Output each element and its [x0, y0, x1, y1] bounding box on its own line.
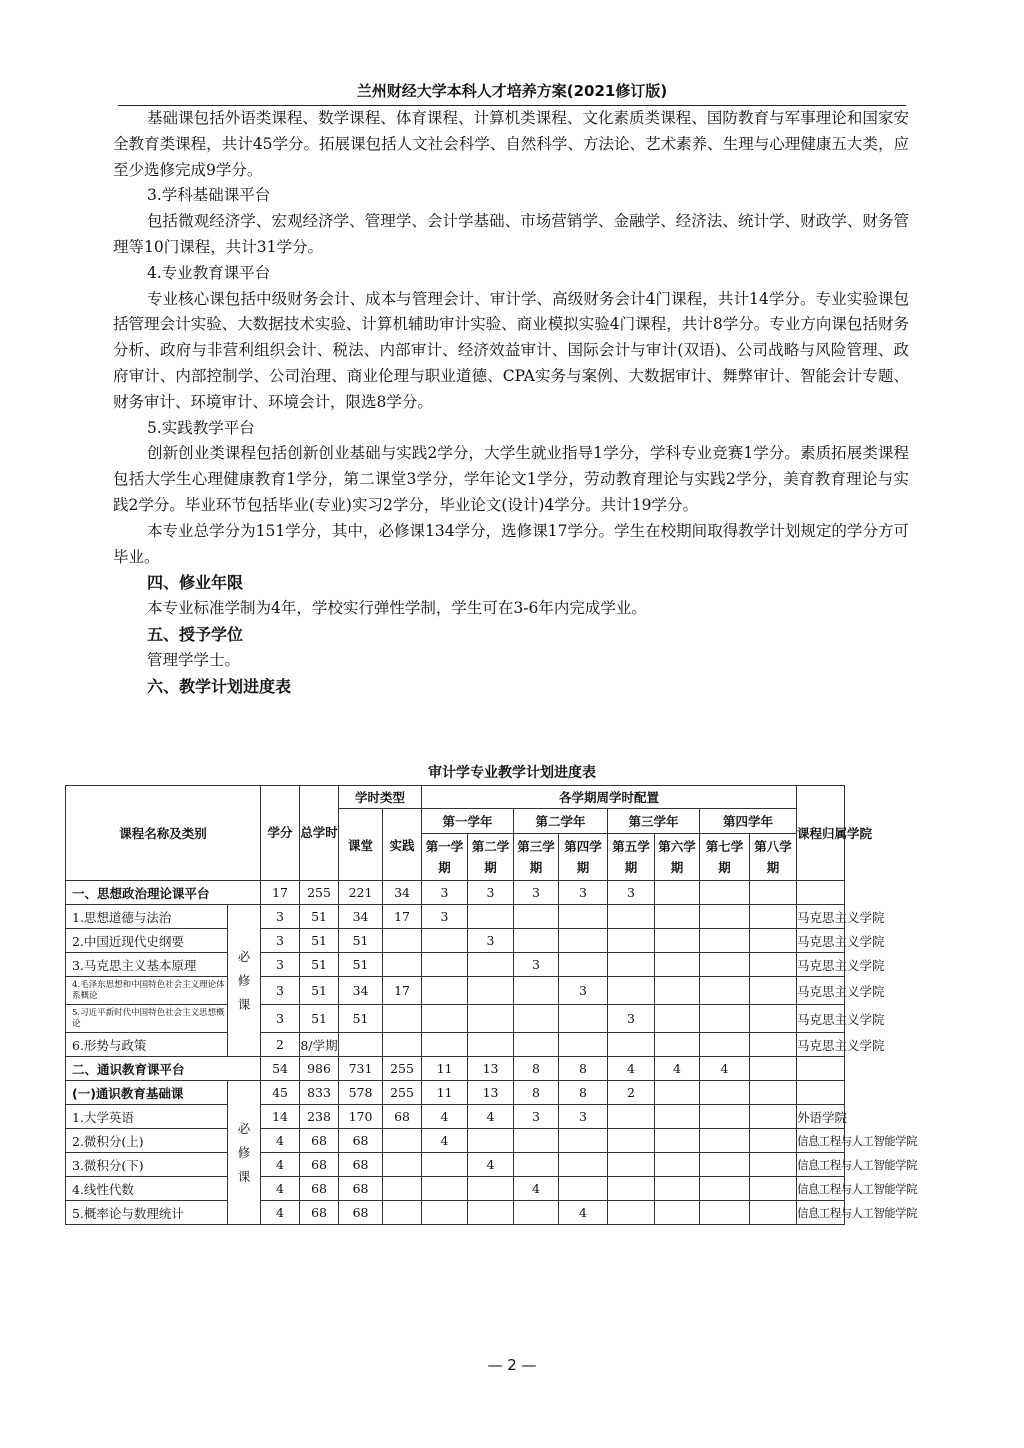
paragraph-study-duration: 本专业标准学制为4年，学校实行弹性学制，学生可在3-6年内完成学业。 — [147, 599, 647, 618]
college-cell: 马克思主义学院 — [797, 1033, 845, 1057]
sem-cell: 4 — [608, 1057, 655, 1081]
credit-cell: 3 — [261, 905, 300, 929]
sem-cell — [700, 1201, 750, 1225]
hours-cell: 68 — [300, 1177, 339, 1201]
sem-cell — [655, 953, 700, 977]
sem-cell — [700, 953, 750, 977]
sem-cell — [700, 977, 750, 1005]
sem-cell — [700, 1105, 750, 1129]
sem-cell — [700, 1005, 750, 1033]
credit-cell: 14 — [261, 1105, 300, 1129]
header-hours: 总学时 — [300, 786, 339, 881]
table-row — [66, 953, 961, 977]
sem-cell — [750, 1005, 797, 1033]
header-classroom: 课堂 — [339, 809, 383, 881]
course-name: 4.线性代数 — [66, 1177, 228, 1201]
sem-cell — [468, 977, 514, 1005]
sem-cell: 13 — [468, 1081, 514, 1105]
hours-cell: 68 — [300, 1201, 339, 1225]
credit-cell: 4 — [261, 1153, 300, 1177]
header-sem-5: 第五学期 — [608, 834, 655, 881]
sem-cell — [468, 1129, 514, 1153]
sem-cell — [655, 1201, 700, 1225]
sem-cell — [700, 1129, 750, 1153]
sem-cell — [750, 1129, 797, 1153]
sem-cell: 8 — [514, 1081, 559, 1105]
sem-cell — [559, 1033, 608, 1057]
sem-cell: 3 — [608, 881, 655, 905]
classroom-cell: 731 — [339, 1057, 383, 1081]
paragraph-total-credits: 本专业总学分为151学分，其中，必修课134学分，选修课17学分。学生在校期间取得教学计划规定的学分方可毕业。 — [113, 521, 909, 566]
college-cell — [797, 1057, 845, 1081]
sem-cell: 4 — [422, 1129, 468, 1153]
sem-cell — [468, 905, 514, 929]
sem-cell — [559, 1177, 608, 1201]
practice-cell: 255 — [383, 1081, 422, 1105]
header-credit: 学分 — [261, 786, 300, 881]
sem-cell — [422, 1033, 468, 1057]
college-cell — [797, 1081, 845, 1105]
hours-cell: 68 — [300, 1153, 339, 1177]
classroom-cell: 170 — [339, 1105, 383, 1129]
sem-cell — [514, 977, 559, 1005]
table-row — [66, 977, 961, 1005]
sem-cell — [750, 953, 797, 977]
classroom-cell: 68 — [339, 1129, 383, 1153]
sem-cell — [700, 881, 750, 905]
college-cell: 马克思主义学院 — [797, 929, 845, 953]
sem-cell — [655, 1153, 700, 1177]
header-year-2: 第二学年 — [514, 809, 608, 834]
table-row — [66, 1081, 961, 1105]
college-cell: 马克思主义学院 — [797, 905, 845, 929]
practice-cell: 255 — [383, 1057, 422, 1081]
sem-cell — [655, 1081, 700, 1105]
credit-cell: 54 — [261, 1057, 300, 1081]
classroom-cell: 51 — [339, 929, 383, 953]
header-sem-1: 第一学期 — [422, 834, 468, 881]
sem-cell — [468, 1201, 514, 1225]
sem-cell — [422, 977, 468, 1005]
sem-cell: 11 — [422, 1081, 468, 1105]
credit-cell: 4 — [261, 1129, 300, 1153]
sem-cell — [750, 1153, 797, 1177]
sem-cell: 8 — [559, 1081, 608, 1105]
table-row — [66, 1033, 961, 1057]
paragraph-general-courses: 基础课包括外语类课程、数学课程、体育课程、计算机类课程、文化素质类课程、国防教育与军事理论和国家安全教育类课程，共计45学分。拓展课包括人文社会科学、自然科学、方法论、艺术素养、生理与心理健康五大类，应至少选修完成9学分。 — [113, 109, 909, 179]
sem-cell — [655, 1129, 700, 1153]
sem-cell — [468, 1177, 514, 1201]
sem-cell: 3 — [559, 881, 608, 905]
sem-cell: 3 — [514, 953, 559, 977]
sem-cell: 4 — [559, 1201, 608, 1225]
credit-cell: 3 — [261, 953, 300, 977]
document-header: 兰州财经大学本科人才培养方案(2021修订版) — [356, 82, 668, 100]
hours-cell: 51 — [300, 953, 339, 977]
header-sem-3: 第三学期 — [514, 834, 559, 881]
course-name: 2.中国近现代史纲要 — [66, 929, 228, 953]
paragraph-practice-teaching: 创新创业类课程包括创新创业基础与实践2学分，大学生就业指导1学分，学科专业竞赛1学分。素质拓展类课程包括大学生心理健康教育1学分，第二课堂3学分，学年论文1学分，劳动教育理论与实践2学分，美育教育理论与实践2学分。毕业环节包括毕业(专业)实习2学分，毕业论文(设计)4学分。共计19学分。 — [113, 444, 909, 514]
course-name: 1.思想道德与法治 — [66, 905, 228, 929]
sem-cell — [750, 905, 797, 929]
sem-cell — [559, 905, 608, 929]
classroom-cell: 34 — [339, 977, 383, 1005]
hours-cell: 51 — [300, 977, 339, 1005]
sem-cell — [608, 1033, 655, 1057]
table-row — [66, 1005, 961, 1033]
sem-cell — [608, 1129, 655, 1153]
header-practice: 实践 — [383, 809, 422, 881]
category-name: 一、思想政治理论课平台 — [66, 881, 261, 905]
college-cell: 马克思主义学院 — [797, 1005, 845, 1033]
hours-cell: 238 — [300, 1105, 339, 1129]
sem-cell — [608, 977, 655, 1005]
paragraph-discipline-foundation: 包括微观经济学、宏观经济学、管理学、会计学基础、市场营销学、金融学、经济法、统计学、财政学、财务管理等10门课程，共计31学分。 — [113, 212, 909, 256]
header-weekly: 各学期周学时配置 — [422, 786, 797, 809]
course-name: 3.微积分(下) — [66, 1153, 228, 1177]
sem-cell: 4 — [468, 1105, 514, 1129]
classroom-cell: 578 — [339, 1081, 383, 1105]
credit-cell: 3 — [261, 1005, 300, 1033]
table-row — [66, 1129, 961, 1153]
practice-cell — [383, 1129, 422, 1153]
sem-cell — [514, 929, 559, 953]
header-hour-type: 学时类型 — [339, 786, 422, 809]
classroom-cell: 68 — [339, 1201, 383, 1225]
hours-cell: 833 — [300, 1081, 339, 1105]
sem-cell — [655, 977, 700, 1005]
college-cell: 信息工程与人工智能学院 — [797, 1153, 845, 1177]
sem-cell — [750, 1201, 797, 1225]
sem-cell — [559, 1153, 608, 1177]
sem-cell — [700, 1153, 750, 1177]
table-row — [66, 1105, 961, 1129]
hours-cell: 255 — [300, 881, 339, 905]
sem-cell — [608, 1105, 655, 1129]
sem-cell — [608, 905, 655, 929]
sem-cell — [608, 1177, 655, 1201]
section-discipline-foundation: 3.学科基础课平台 — [147, 186, 271, 205]
classroom-cell: 221 — [339, 881, 383, 905]
table-row — [66, 1177, 961, 1201]
sem-cell — [514, 1033, 559, 1057]
section-practice-teaching: 5.实践教学平台 — [147, 418, 255, 437]
course-name: 1.大学英语 — [66, 1105, 228, 1129]
practice-cell — [383, 953, 422, 977]
course-name: 6.形势与政策 — [66, 1033, 228, 1057]
sem-cell: 2 — [608, 1081, 655, 1105]
sem-cell — [422, 929, 468, 953]
sem-cell: 4 — [514, 1177, 559, 1201]
sem-cell: 8 — [514, 1057, 559, 1081]
table-header-row — [66, 786, 961, 809]
practice-cell: 17 — [383, 905, 422, 929]
header-course: 课程名称及类别 — [66, 786, 261, 881]
required-label: 必修课 — [228, 905, 261, 1057]
sem-cell — [468, 953, 514, 977]
college-cell — [797, 881, 845, 905]
paragraph-degree: 管理学学士。 — [147, 650, 241, 669]
hours-cell: 51 — [300, 1005, 339, 1033]
sem-cell — [608, 1201, 655, 1225]
classroom-cell: 68 — [339, 1153, 383, 1177]
sem-cell — [608, 929, 655, 953]
table-row — [66, 1057, 961, 1081]
sem-cell — [750, 881, 797, 905]
sem-cell — [514, 1129, 559, 1153]
sem-cell — [750, 929, 797, 953]
classroom-cell: 68 — [339, 1177, 383, 1201]
sem-cell — [750, 1057, 797, 1081]
header-sem-2: 第二学期 — [468, 834, 514, 881]
classroom-cell — [339, 1033, 383, 1057]
table-title: 审计学专业教学计划进度表 — [428, 765, 596, 781]
sem-cell: 3 — [468, 881, 514, 905]
hours-cell: 51 — [300, 929, 339, 953]
table-row — [66, 1153, 961, 1177]
sem-cell — [514, 905, 559, 929]
sem-cell — [750, 1177, 797, 1201]
sem-cell — [655, 1005, 700, 1033]
course-name: 5.习近平新时代中国特色社会主义思想概论 — [66, 1005, 228, 1033]
sem-cell — [700, 929, 750, 953]
required-label: 必修课 — [228, 1081, 261, 1225]
practice-cell — [383, 1033, 422, 1057]
sem-cell: 3 — [422, 905, 468, 929]
sem-cell: 3 — [468, 929, 514, 953]
paragraph-professional-education: 专业核心课包括中级财务会计、成本与管理会计、审计学、高级财务会计4门课程，共计14学分。专业实验课包括管理会计实验、大数据技术实验、计算机辅助审计实验、商业模拟实验4门课程，共计8学分。专业方向课包括财务分析、政府与非营利组织会计、税法、内部审计、经济效益审计、国际会计与审计(双语)、公司战略与风险管理、政府审计、内部控制学、公司治理、商业伦理与职业道德、CPA实务与案例、大数据审计、舞弊审计、智能会计专题、财务审计、环境审计、环境会计，限选8学分。 — [113, 289, 909, 411]
credit-cell: 17 — [261, 881, 300, 905]
sem-cell: 4 — [655, 1057, 700, 1081]
practice-cell — [383, 1005, 422, 1033]
credit-cell: 2 — [261, 1033, 300, 1057]
college-cell: 外语学院 — [797, 1105, 845, 1129]
credit-cell: 4 — [261, 1201, 300, 1225]
practice-cell: 34 — [383, 881, 422, 905]
sem-cell — [655, 1033, 700, 1057]
sem-cell — [750, 1105, 797, 1129]
sem-cell — [422, 1005, 468, 1033]
course-name: 2.微积分(上) — [66, 1129, 228, 1153]
sem-cell — [514, 1201, 559, 1225]
sem-cell: 3 — [559, 977, 608, 1005]
category-name: 二、通识教育课平台 — [66, 1057, 261, 1081]
sem-cell — [750, 1081, 797, 1105]
classroom-cell: 51 — [339, 953, 383, 977]
page-number: — 2 — — [487, 1356, 537, 1374]
hours-cell: 68 — [300, 1129, 339, 1153]
hours-cell: 986 — [300, 1057, 339, 1081]
header-sem-7: 第七学期 — [700, 834, 750, 881]
sem-cell: 4 — [468, 1153, 514, 1177]
table-row — [66, 905, 961, 929]
college-cell: 信息工程与人工智能学院 — [797, 1177, 845, 1201]
section-professional-education: 4.专业教育课平台 — [147, 263, 271, 282]
sem-cell — [608, 1153, 655, 1177]
hours-cell: 8/学期 — [300, 1033, 339, 1057]
sem-cell — [559, 929, 608, 953]
sem-cell: 8 — [559, 1057, 608, 1081]
sem-cell — [514, 1005, 559, 1033]
college-cell: 信息工程与人工智能学院 — [797, 1129, 845, 1153]
sem-cell — [655, 929, 700, 953]
sem-cell — [468, 1033, 514, 1057]
sem-cell: 11 — [422, 1057, 468, 1081]
practice-cell: 68 — [383, 1105, 422, 1129]
sem-cell — [468, 1005, 514, 1033]
sem-cell — [750, 1033, 797, 1057]
course-name: 5.概率论与数理统计 — [66, 1201, 228, 1225]
sem-cell: 3 — [422, 881, 468, 905]
sem-cell — [422, 1153, 468, 1177]
sem-cell: 3 — [608, 1005, 655, 1033]
sem-cell — [655, 905, 700, 929]
practice-cell — [383, 929, 422, 953]
sem-cell — [608, 953, 655, 977]
subcategory-name: (一)通识教育基础课 — [66, 1081, 228, 1105]
sem-cell: 4 — [422, 1105, 468, 1129]
sem-cell — [655, 1105, 700, 1129]
sem-cell — [559, 1005, 608, 1033]
practice-cell — [383, 1177, 422, 1201]
heading-teaching-plan: 六、教学计划进度表 — [147, 676, 292, 696]
sem-cell: 3 — [514, 881, 559, 905]
college-cell: 信息工程与人工智能学院 — [797, 1201, 845, 1225]
sem-cell — [559, 1129, 608, 1153]
credit-cell: 3 — [261, 977, 300, 1005]
header-sem-6: 第六学期 — [655, 834, 700, 881]
credit-cell: 3 — [261, 929, 300, 953]
credit-cell: 4 — [261, 1177, 300, 1201]
classroom-cell: 34 — [339, 905, 383, 929]
sem-cell — [422, 953, 468, 977]
hours-cell: 51 — [300, 905, 339, 929]
course-name: 4.毛泽东思想和中国特色社会主义理论体系概论 — [66, 977, 228, 1005]
practice-cell — [383, 1201, 422, 1225]
sem-cell — [700, 1081, 750, 1105]
heading-study-duration: 四、修业年限 — [147, 573, 244, 593]
sem-cell — [422, 1177, 468, 1201]
sem-cell — [700, 1177, 750, 1201]
sem-cell — [422, 1201, 468, 1225]
sem-cell: 4 — [700, 1057, 750, 1081]
practice-cell — [383, 1153, 422, 1177]
heading-degree: 五、授予学位 — [147, 624, 244, 644]
table-row — [66, 1201, 961, 1225]
header-year-4: 第四学年 — [700, 809, 797, 834]
college-cell: 马克思主义学院 — [797, 953, 845, 977]
sem-cell: 13 — [468, 1057, 514, 1081]
sem-cell: 3 — [514, 1105, 559, 1129]
sem-cell — [655, 1177, 700, 1201]
table-row — [66, 929, 961, 953]
header-year-3: 第三学年 — [608, 809, 700, 834]
header-sem-8: 第八学期 — [750, 834, 797, 881]
header-year-1: 第一学年 — [422, 809, 514, 834]
header-sem-4: 第四学期 — [559, 834, 608, 881]
credit-cell: 45 — [261, 1081, 300, 1105]
teaching-plan-table — [65, 785, 961, 1225]
college-cell: 马克思主义学院 — [797, 977, 845, 1005]
sem-cell — [700, 1033, 750, 1057]
sem-cell — [700, 905, 750, 929]
body-text — [113, 106, 909, 699]
course-name: 3.马克思主义基本原理 — [66, 953, 228, 977]
sem-cell — [750, 977, 797, 1005]
header-college: 课程归属学院 — [797, 786, 845, 881]
practice-cell: 17 — [383, 977, 422, 1005]
table-row — [66, 881, 961, 905]
sem-cell: 3 — [559, 1105, 608, 1129]
sem-cell — [514, 1153, 559, 1177]
sem-cell — [559, 953, 608, 977]
classroom-cell: 51 — [339, 1005, 383, 1033]
sem-cell — [655, 881, 700, 905]
